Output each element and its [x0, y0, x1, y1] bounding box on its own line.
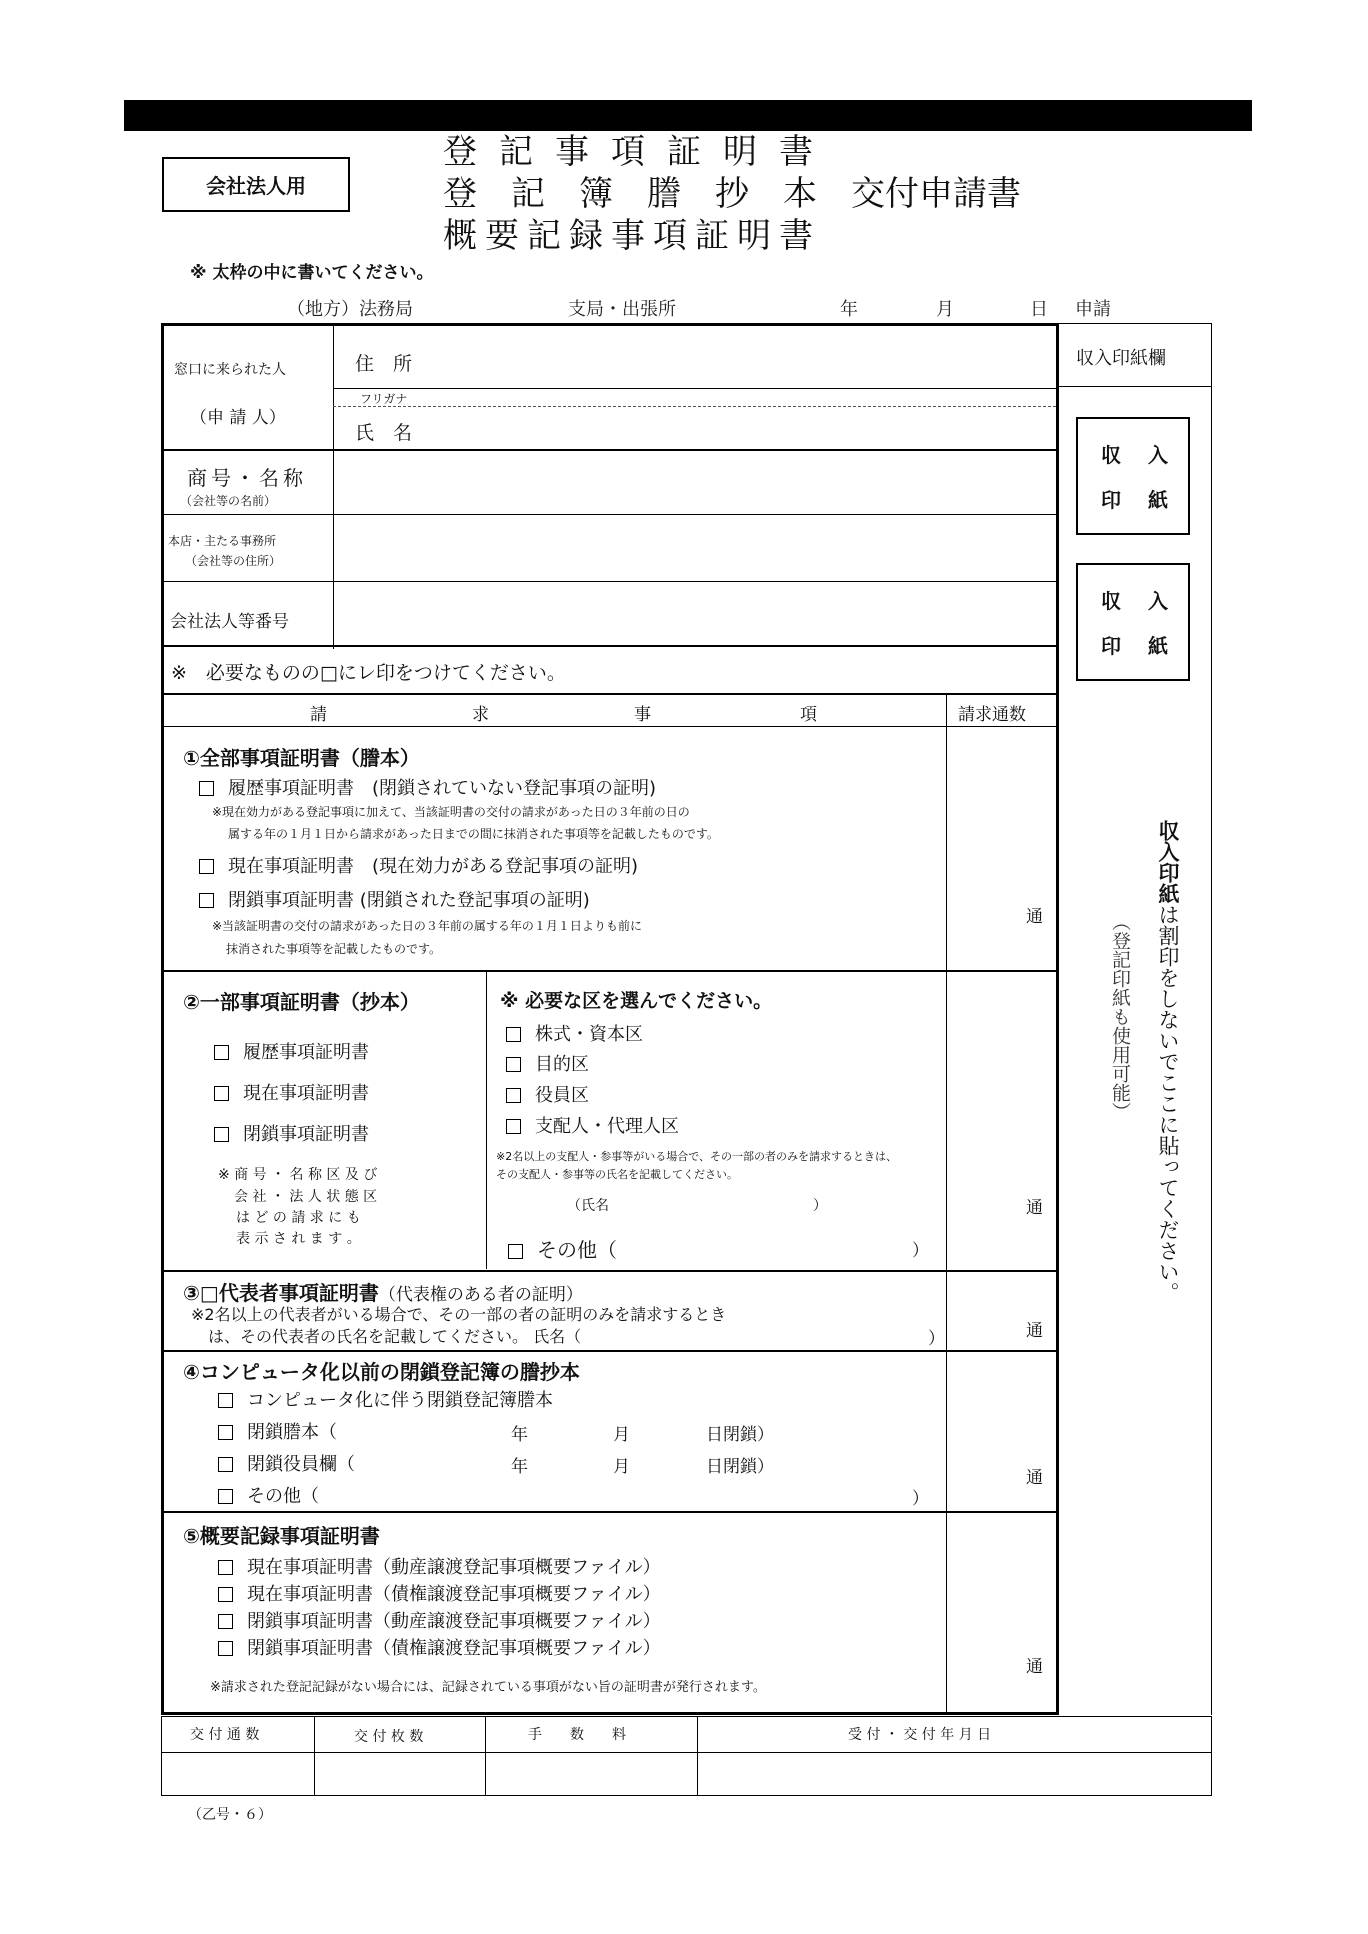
checkbox[interactable] [214, 1086, 229, 1101]
s3-title: ③□代表者事項証明書（代表権のある者の証明） [183, 1281, 583, 1305]
s5-note: ※請求された登記記録がない場合には、記録されている事項がない旨の証明書が発行されます。 [210, 1680, 766, 1695]
s4-item-3[interactable]: 閉鎖役員欄（ [218, 1450, 355, 1476]
s4-item-3-month: 月 [613, 1457, 630, 1477]
s3-close: ） [928, 1329, 945, 1349]
company-number-label: 会社法人等番号 [170, 612, 289, 632]
s2-name-open: （氏名 [567, 1198, 609, 1214]
s1-title: ①全部事項証明書（謄本） [183, 746, 420, 770]
col-req-3: 事 [634, 705, 651, 725]
s4-item-2-month: 月 [613, 1425, 630, 1445]
s4-item-1[interactable]: コンピュータ化に伴う閉鎖登記簿謄本 [218, 1386, 553, 1412]
s2-other[interactable]: その他（ [508, 1234, 617, 1263]
s4-item-2-closed: 日閉鎖） [706, 1425, 774, 1445]
checkbox[interactable] [218, 1587, 233, 1602]
s3-note-a: ※2名以上の代表者がいる場合で、その一部の者の証明のみを請求するとき [191, 1305, 727, 1324]
s3-count-unit: 通 [1026, 1321, 1043, 1341]
title-line-1: 登記事項証明書 [443, 132, 835, 172]
checkbox[interactable] [199, 859, 214, 874]
name-input[interactable] [335, 408, 1053, 448]
s2-item-2[interactable]: 現在事項証明書 [214, 1079, 369, 1105]
s1-note-3a: ※当該証明書の交付の請求があった日の３年前の属する年の１月１日よりも前に [212, 919, 642, 933]
check-note: ※ 必要なものの□にレ印をつけてください。 [171, 662, 566, 684]
checkbox[interactable] [506, 1027, 521, 1042]
checkbox[interactable] [506, 1119, 521, 1134]
trade-name-input[interactable] [335, 452, 1053, 512]
s2-pick-note: ※ 必要な区を選んでください。 [500, 990, 773, 1012]
bottom-col-1: 交 付 通 数 [190, 1727, 260, 1743]
col-req-2: 求 [472, 705, 489, 725]
title-line-2b: 交付申請書 [851, 174, 1021, 214]
s2-item-3[interactable]: 閉鎖事項証明書 [214, 1120, 369, 1146]
checkbox[interactable] [506, 1057, 521, 1072]
office-day: 日 [1030, 299, 1048, 320]
title-line-2a: 登記簿謄抄本 [443, 174, 851, 214]
form-code: （乙号・６） [188, 1807, 272, 1823]
s4-item-4[interactable]: その他（ [218, 1482, 319, 1508]
bottom-col-2: 交 付 枚 数 [354, 1729, 424, 1745]
s2-kind-4-note-b: その支配人・参事等の氏名を記載してください。 [496, 1168, 738, 1181]
s2-note-4: 表 示 さ れ ま す 。 [236, 1231, 361, 1247]
checkbox[interactable] [218, 1425, 233, 1440]
head-office-sub: （会社等の住所） [185, 554, 282, 568]
stamp-instruction-paren: （登記印紙も使用可能） [1109, 912, 1131, 1121]
office-apply: 申請 [1075, 299, 1111, 320]
s1-item-2[interactable]: 現在事項証明書 (現在効力がある登記事項の証明) [199, 852, 638, 878]
s5-item-4[interactable]: 閉鎖事項証明書（債権譲渡登記事項概要ファイル） [218, 1634, 661, 1660]
s2-other-close: ） [912, 1241, 929, 1261]
s2-note-1: ※ 商 号 ・ 名 称 区 及 び [218, 1167, 378, 1183]
checkbox[interactable] [218, 1560, 233, 1575]
name-label: 氏 名 [355, 422, 413, 444]
s2-note-3: は ど の 請 求 に も [236, 1210, 361, 1226]
s5-count-unit: 通 [1026, 1657, 1043, 1677]
col-req-1: 請 [310, 705, 327, 725]
checkbox[interactable] [218, 1457, 233, 1472]
s4-count-input[interactable] [948, 1352, 1053, 1509]
s5-item-3[interactable]: 閉鎖事項証明書（動産譲渡登記事項概要ファイル） [218, 1607, 661, 1633]
s2-kind-3[interactable]: 役員区 [506, 1081, 589, 1107]
stamp-box-2: 収 入 印 紙 [1076, 563, 1190, 681]
s1-count-input[interactable] [948, 728, 1053, 968]
s5-item-2[interactable]: 現在事項証明書（債権譲渡登記事項概要ファイル） [218, 1580, 661, 1606]
address-label: 住 所 [355, 353, 413, 375]
s1-item-3[interactable]: 閉鎖事項証明書 (閉鎖された登記事項の証明) [199, 886, 590, 912]
s4-item-2-year: 年 [511, 1425, 528, 1445]
office-bureau: （地方）法務局 [287, 299, 413, 320]
s3-note-b: は、その代表者の氏名を記載してください。 氏名（ [208, 1327, 582, 1346]
s3-count-input[interactable] [948, 1272, 1053, 1348]
col-count: 請求通数 [958, 705, 1026, 725]
address-input[interactable] [335, 330, 1053, 386]
visitor-label: 窓口に来られた人 [174, 362, 286, 378]
s2-name-close: ） [813, 1198, 827, 1214]
s2-count-input[interactable] [948, 973, 1053, 1268]
office-use-table [161, 1716, 1212, 1796]
s1-item-1[interactable]: 履歴事項証明書 (閉鎖されていない登記事項の証明) [199, 774, 656, 800]
s4-title: ④コンピュータ化以前の閉鎖登記簿の謄抄本 [183, 1360, 580, 1384]
s2-count-unit: 通 [1026, 1198, 1043, 1218]
s2-item-1[interactable]: 履歴事項証明書 [214, 1038, 369, 1064]
checkbox[interactable] [199, 781, 214, 796]
s4-item-4-close: ） [912, 1489, 929, 1509]
trade-name-label: 商号・名称 [187, 466, 307, 490]
s2-kind-4-note-a: ※2名以上の支配人・参事等がいる場合で、その一部の者のみを請求するときは、 [496, 1150, 897, 1163]
s2-title: ②一部事項証明書（抄本） [183, 990, 420, 1014]
bottom-col-4: 受 付 ・ 交 付 年 月 日 [848, 1727, 992, 1743]
office-month: 月 [936, 299, 954, 320]
checkbox[interactable] [214, 1045, 229, 1060]
s1-note-3b: 抹消された事項等を記載したものです。 [226, 942, 442, 956]
s1-note-1b: 属する年の１月１日から請求があった日までの間に抹消された事項等を記載したものです。 [228, 827, 719, 841]
top-bar [124, 100, 1252, 131]
s5-count-input[interactable] [948, 1513, 1053, 1712]
s4-count-unit: 通 [1026, 1468, 1043, 1488]
stamp-box-1: 収 入 印 紙 [1076, 417, 1190, 535]
s5-title: ⑤概要記録事項証明書 [183, 1524, 380, 1548]
checkbox[interactable] [199, 893, 214, 908]
checkbox[interactable] [218, 1614, 233, 1629]
furigana-label: フリガナ [360, 392, 408, 406]
office-year: 年 [840, 299, 858, 320]
form-type-label: 会社法人用 [162, 157, 350, 212]
s4-item-2[interactable]: 閉鎖謄本（ [218, 1418, 337, 1444]
s2-kind-2[interactable]: 目的区 [506, 1050, 589, 1076]
s4-item-3-closed: 日閉鎖） [706, 1457, 774, 1477]
applicant-label: （申 請 人） [190, 408, 286, 428]
s2-note-2: 会 社 ・ 法 人 状 態 区 [234, 1189, 378, 1205]
s1-count-unit: 通 [1026, 907, 1043, 927]
col-req-4: 項 [800, 705, 817, 725]
checkbox[interactable] [218, 1489, 233, 1504]
bottom-col-3: 手 数 料 [528, 1727, 626, 1743]
s4-item-3-year: 年 [511, 1457, 528, 1477]
head-office-label: 本店・主たる事務所 [168, 534, 277, 548]
stamp-header: 収入印紙欄 [1076, 348, 1166, 369]
head-office-input[interactable] [335, 517, 1053, 579]
title-line-2 [443, 172, 1021, 216]
title-line-3: 概要記録事項証明書 [443, 216, 821, 256]
s5-item-1[interactable]: 現在事項証明書（動産譲渡登記事項概要ファイル） [218, 1553, 661, 1579]
checkbox[interactable] [508, 1244, 523, 1259]
checkbox[interactable] [214, 1127, 229, 1142]
s2-kind-1[interactable]: 株式・資本区 [506, 1020, 643, 1046]
checkbox[interactable] [506, 1088, 521, 1103]
office-branch: 支局・出張所 [568, 299, 676, 320]
s1-note-1a: ※現在効力がある登記事項に加えて、当該証明書の交付の請求があった日の３年前の日の [212, 805, 690, 819]
company-number-input[interactable] [335, 584, 1053, 643]
checkbox[interactable] [218, 1393, 233, 1408]
instruction: ※ 太枠の中に書いてください。 [190, 263, 434, 283]
s2-kind-4[interactable]: 支配人・代理人区 [506, 1112, 679, 1138]
stamp-instruction-main: 収入印紙は割印をしないでここに貼ってください。 [1156, 820, 1180, 1303]
checkbox[interactable] [218, 1641, 233, 1656]
trade-name-sub: （会社等の名前） [180, 494, 277, 508]
